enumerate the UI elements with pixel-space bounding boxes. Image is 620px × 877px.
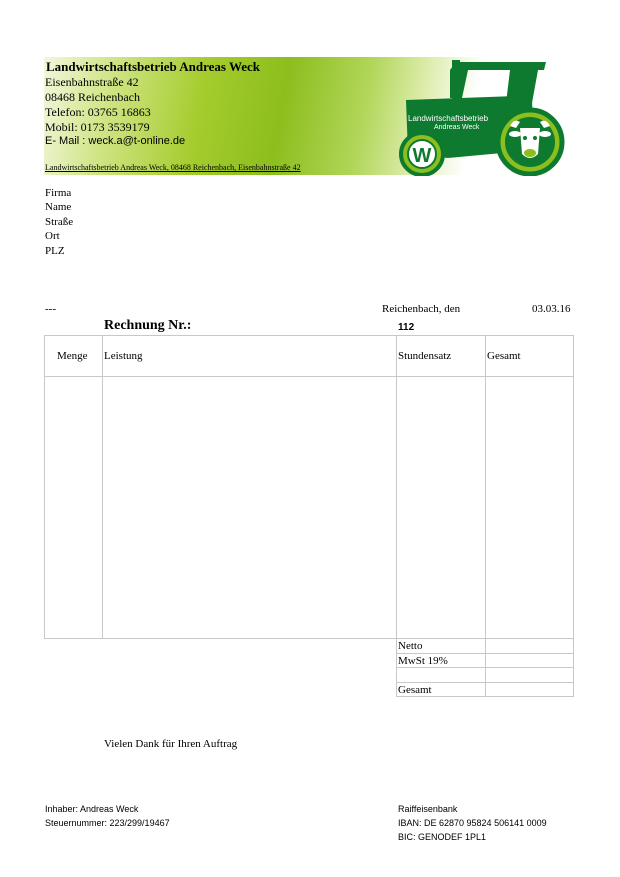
invoice-number: 112 xyxy=(398,322,415,333)
sender-line: Landwirtschaftsbetrieb Andreas Weck, 08468 Reichenbach, Eisenbahnstraße 42 xyxy=(45,163,301,172)
recipient-zip: PLZ xyxy=(45,245,65,257)
footer-tax-number: Steuernummer: 223/299/19467 xyxy=(45,818,170,828)
totals-vat-label: MwSt 19% xyxy=(398,655,448,667)
logo-badge-letter: W xyxy=(412,145,432,167)
footer-bic: BIC: GENODEF 1PL1 xyxy=(398,832,487,842)
totals-gross-label: Gesamt xyxy=(398,684,432,696)
column-header-quantity: Menge xyxy=(57,350,88,362)
company-street: Eisenbahnstraße 42 xyxy=(45,75,139,89)
recipient-city: Ort xyxy=(45,230,60,242)
column-header-total: Gesamt xyxy=(487,350,521,362)
recipient-firma: Firma xyxy=(45,187,72,199)
column-header-hourly-rate: Stundensatz xyxy=(398,350,452,362)
company-email: E- Mail : weck.a@t-online.de xyxy=(45,135,186,147)
thank-you-note: Vielen Dank für Ihren Auftrag xyxy=(104,738,238,750)
company-mobile: Mobil: 0173 3539179 xyxy=(45,120,150,134)
invoice-title: Rechnung Nr.: xyxy=(104,318,192,333)
tractor-logo-icon xyxy=(398,58,570,176)
recipient-name: Name xyxy=(45,201,72,213)
place-label: Reichenbach, den xyxy=(382,303,461,315)
company-phone: Telefon: 03765 16863 xyxy=(45,105,151,119)
totals-net-label: Netto xyxy=(398,640,423,652)
invoice-date: 03.03.16 xyxy=(532,303,571,315)
footer-bank: Raiffeisenbank xyxy=(398,804,458,814)
logo-text-line1: Landwirtschaftsbetrieb xyxy=(408,114,489,123)
footer-owner: Inhaber: Andreas Weck xyxy=(45,804,139,814)
recipient-street: Straße xyxy=(45,216,74,228)
company-name: Landwirtschaftsbetrieb Andreas Weck xyxy=(46,59,261,74)
reference-dashes: --- xyxy=(45,303,56,315)
footer-iban: IBAN: DE 62870 95824 506141 0009 xyxy=(398,818,547,828)
column-header-service: Leistung xyxy=(104,350,143,362)
company-city: 08468 Reichenbach xyxy=(45,90,140,104)
logo-text-line2: Andreas Weck xyxy=(434,124,480,131)
